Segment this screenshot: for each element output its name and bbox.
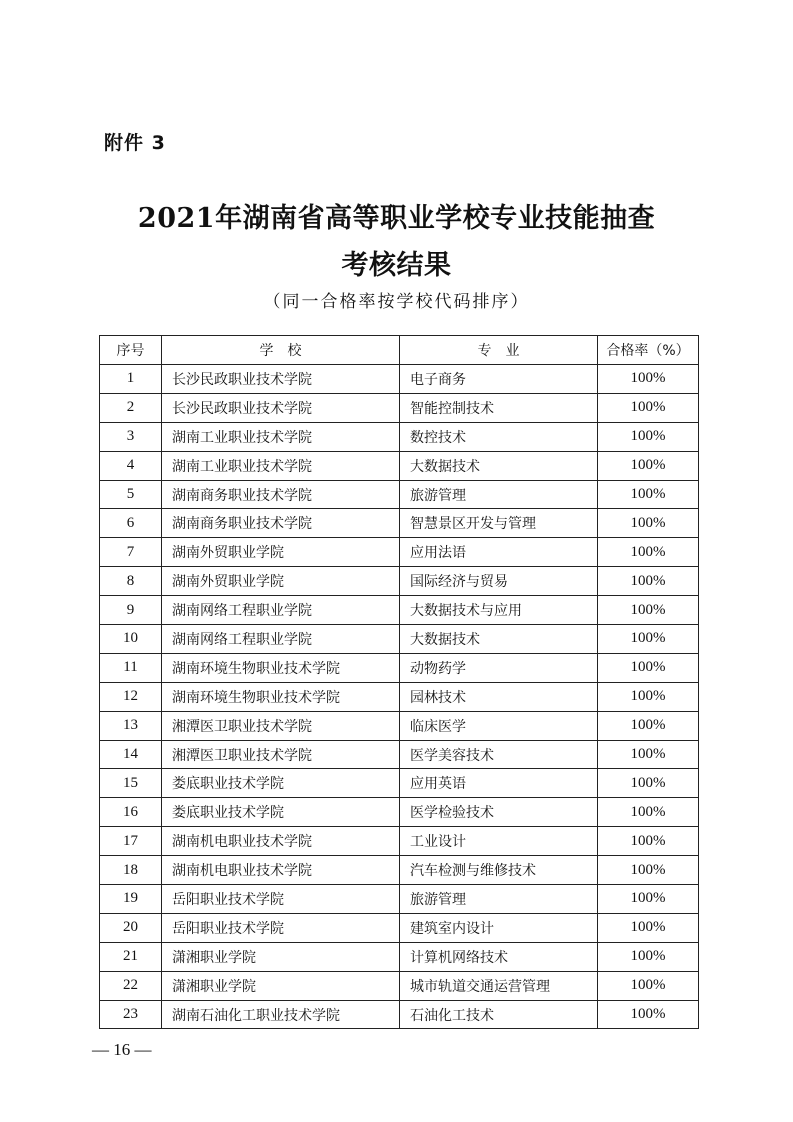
cell-major: 医学美容技术 xyxy=(400,740,598,769)
table-header-row xyxy=(100,336,699,365)
cell-pass-rate: 100% xyxy=(598,422,699,451)
annex-label: 附件 3 xyxy=(104,132,166,154)
cell-major: 城市轨道交通运营管理 xyxy=(400,971,598,1000)
cell-major: 旅游管理 xyxy=(400,885,598,914)
cell-index: 20 xyxy=(100,913,162,942)
header-major: 专 业 xyxy=(400,336,598,365)
cell-school: 湖南环境生物职业技术学院 xyxy=(162,682,400,711)
cell-index: 22 xyxy=(100,971,162,1000)
cell-index: 6 xyxy=(100,509,162,538)
table-row xyxy=(100,393,699,422)
cell-pass-rate: 100% xyxy=(598,682,699,711)
cell-pass-rate: 100% xyxy=(598,625,699,654)
table-body xyxy=(100,365,699,1029)
cell-index: 14 xyxy=(100,740,162,769)
cell-major: 旅游管理 xyxy=(400,480,598,509)
cell-index: 11 xyxy=(100,653,162,682)
cell-major: 动物药学 xyxy=(400,653,598,682)
cell-school: 岳阳职业技术学院 xyxy=(162,913,400,942)
table-row xyxy=(100,942,699,971)
cell-index: 18 xyxy=(100,856,162,885)
table-row xyxy=(100,827,699,856)
cell-school: 湘潭医卫职业技术学院 xyxy=(162,740,400,769)
cell-pass-rate: 100% xyxy=(598,798,699,827)
cell-index: 2 xyxy=(100,393,162,422)
cell-pass-rate: 100% xyxy=(598,856,699,885)
cell-index: 17 xyxy=(100,827,162,856)
cell-pass-rate: 100% xyxy=(598,942,699,971)
cell-major: 智慧景区开发与管理 xyxy=(400,509,598,538)
table-row xyxy=(100,480,699,509)
cell-pass-rate: 100% xyxy=(598,596,699,625)
header-school: 学 校 xyxy=(162,336,400,365)
cell-pass-rate: 100% xyxy=(598,365,699,394)
cell-pass-rate: 100% xyxy=(598,480,699,509)
cell-index: 10 xyxy=(100,625,162,654)
cell-index: 19 xyxy=(100,885,162,914)
page-number: — 16 — xyxy=(92,1040,152,1059)
cell-school: 长沙民政职业技术学院 xyxy=(162,393,400,422)
cell-major: 园林技术 xyxy=(400,682,598,711)
table-row xyxy=(100,653,699,682)
cell-index: 16 xyxy=(100,798,162,827)
table-row xyxy=(100,885,699,914)
cell-pass-rate: 100% xyxy=(598,393,699,422)
document-title-line-1: 2021年湖南省高等职业学校专业技能抽查 xyxy=(137,203,656,234)
cell-major: 工业设计 xyxy=(400,827,598,856)
cell-index: 13 xyxy=(100,711,162,740)
cell-school: 湖南工业职业技术学院 xyxy=(162,422,400,451)
cell-pass-rate: 100% xyxy=(598,538,699,567)
cell-index: 12 xyxy=(100,682,162,711)
cell-school: 湖南机电职业技术学院 xyxy=(162,856,400,885)
cell-major: 数控技术 xyxy=(400,422,598,451)
cell-major: 应用英语 xyxy=(400,769,598,798)
cell-pass-rate: 100% xyxy=(598,885,699,914)
cell-index: 8 xyxy=(100,567,162,596)
table-row xyxy=(100,451,699,480)
table-row xyxy=(100,422,699,451)
cell-major: 临床医学 xyxy=(400,711,598,740)
cell-school: 湖南外贸职业学院 xyxy=(162,538,400,567)
cell-major: 计算机网络技术 xyxy=(400,942,598,971)
cell-school: 娄底职业技术学院 xyxy=(162,798,400,827)
cell-major: 国际经济与贸易 xyxy=(400,567,598,596)
cell-pass-rate: 100% xyxy=(598,769,699,798)
cell-school: 岳阳职业技术学院 xyxy=(162,885,400,914)
cell-school: 湖南网络工程职业学院 xyxy=(162,625,400,654)
table-row xyxy=(100,971,699,1000)
cell-school: 娄底职业技术学院 xyxy=(162,769,400,798)
cell-major: 电子商务 xyxy=(400,365,598,394)
header-index: 序号 xyxy=(100,336,162,365)
cell-major: 大数据技术与应用 xyxy=(400,596,598,625)
table-row xyxy=(100,596,699,625)
cell-school: 湖南机电职业技术学院 xyxy=(162,827,400,856)
document-subtitle: （同一合格率按学校代码排序） xyxy=(263,292,530,312)
cell-major: 大数据技术 xyxy=(400,625,598,654)
table-row xyxy=(100,856,699,885)
results-table xyxy=(99,335,699,1029)
table-row xyxy=(100,769,699,798)
table-row xyxy=(100,711,699,740)
table-row xyxy=(100,1000,699,1029)
cell-major: 智能控制技术 xyxy=(400,393,598,422)
cell-pass-rate: 100% xyxy=(598,509,699,538)
header-pass-rate: 合格率（%） xyxy=(598,336,699,365)
table-row xyxy=(100,740,699,769)
cell-school: 湖南外贸职业学院 xyxy=(162,567,400,596)
cell-school: 湖南石油化工职业技术学院 xyxy=(162,1000,400,1029)
table-row xyxy=(100,913,699,942)
cell-index: 1 xyxy=(100,365,162,394)
cell-school: 湖南商务职业技术学院 xyxy=(162,480,400,509)
cell-school: 潇湘职业学院 xyxy=(162,971,400,1000)
cell-major: 医学检验技术 xyxy=(400,798,598,827)
table-row xyxy=(100,538,699,567)
cell-major: 汽车检测与维修技术 xyxy=(400,856,598,885)
cell-index: 5 xyxy=(100,480,162,509)
cell-school: 湘潭医卫职业技术学院 xyxy=(162,711,400,740)
document-title-line-2: 考核结果 xyxy=(341,250,452,281)
cell-major: 建筑室内设计 xyxy=(400,913,598,942)
table-row xyxy=(100,567,699,596)
cell-pass-rate: 100% xyxy=(598,711,699,740)
cell-index: 7 xyxy=(100,538,162,567)
cell-index: 9 xyxy=(100,596,162,625)
cell-index: 4 xyxy=(100,451,162,480)
table-row xyxy=(100,798,699,827)
cell-school: 湖南网络工程职业学院 xyxy=(162,596,400,625)
cell-pass-rate: 100% xyxy=(598,827,699,856)
cell-school: 湖南工业职业技术学院 xyxy=(162,451,400,480)
cell-pass-rate: 100% xyxy=(598,740,699,769)
cell-major: 大数据技术 xyxy=(400,451,598,480)
table-row xyxy=(100,365,699,394)
cell-pass-rate: 100% xyxy=(598,653,699,682)
cell-school: 潇湘职业学院 xyxy=(162,942,400,971)
cell-major: 石油化工技术 xyxy=(400,1000,598,1029)
cell-pass-rate: 100% xyxy=(598,1000,699,1029)
cell-school: 湖南商务职业技术学院 xyxy=(162,509,400,538)
cell-pass-rate: 100% xyxy=(598,567,699,596)
cell-pass-rate: 100% xyxy=(598,451,699,480)
table-row xyxy=(100,625,699,654)
cell-school: 湖南环境生物职业技术学院 xyxy=(162,653,400,682)
cell-school: 长沙民政职业技术学院 xyxy=(162,365,400,394)
table-row xyxy=(100,682,699,711)
cell-index: 15 xyxy=(100,769,162,798)
table-row xyxy=(100,509,699,538)
cell-pass-rate: 100% xyxy=(598,913,699,942)
cell-pass-rate: 100% xyxy=(598,971,699,1000)
cell-index: 23 xyxy=(100,1000,162,1029)
cell-index: 21 xyxy=(100,942,162,971)
cell-major: 应用法语 xyxy=(400,538,598,567)
cell-index: 3 xyxy=(100,422,162,451)
